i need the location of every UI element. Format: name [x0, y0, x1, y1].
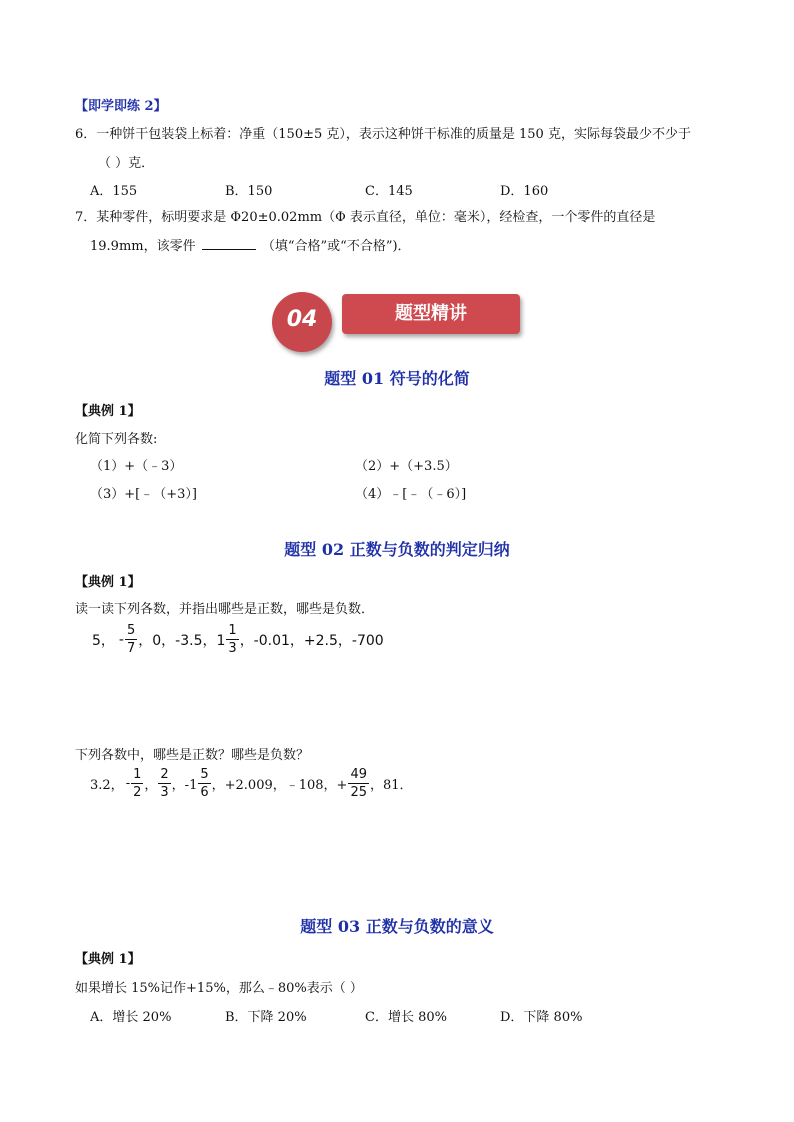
question-7-line2 [90, 235, 411, 254]
type01-title: 题型 01 符号的化简 [324, 369, 470, 388]
type02-prompt-1: 读一读下列各数，并指出哪些是正数，哪些是负数． [75, 602, 375, 617]
question-6-line1: 6．一种饼干包装袋上标着：净重（150±5 克），表示这种饼干标准的质量是 150 克，实际每袋最少不少于 [75, 127, 691, 142]
question-7-line2-start: 19.9mm，该零件 [90, 239, 196, 254]
q03-option-d: D．下降 80% [500, 1010, 583, 1025]
q6-option-b: B．150 [225, 184, 273, 199]
list1-part-b: ，0，-3.5，1 [138, 632, 226, 649]
number-list-1: 5， - $\frac{5}{7}$ ，0，-3.5，1 $\frac{1}{3}$ ，-0.01，+2.5，-700 [92, 623, 384, 656]
answer-blank[interactable] [202, 237, 256, 250]
fraction-5-7: $\frac{5}{7}$ [126, 623, 136, 656]
q03-option-b: B．下降 20% [225, 1010, 307, 1025]
fraction-1-2: $\frac{1}{2}$ [133, 767, 142, 800]
type03-title: 题型 03 正数与负数的意义 [300, 917, 494, 936]
q6-option-d: D．160 [500, 184, 549, 199]
question-6-line2: （ ）克． [98, 156, 155, 171]
list2-part-b: ，-1 [171, 778, 198, 793]
list2-part-d: ，81． [370, 778, 413, 793]
type01-item-2: （2）+（+3.5） [355, 459, 458, 474]
fraction-5-6: $\frac{5}{6}$ [200, 767, 209, 800]
fraction-1-3: $\frac{1}{3}$ [228, 623, 237, 656]
section-banner-number: 04 [286, 307, 318, 332]
list2-separator: ， [144, 778, 158, 793]
question-7-line2-end: （填“合格”或“不合格”)． [261, 239, 411, 254]
type01-item-4: （4）﹣[﹣（﹣6）] [355, 487, 467, 502]
number-list-2: 3.2， - $\frac{1}{2}$ ， $\frac{2}{3}$ ，-1 $\frac{5}{6}$ ，+2.009，﹣108，+ $\frac{49}{25}$ ，81． [90, 767, 413, 800]
type02-prompt-2: 下列各数中，哪些是正数？哪些是负数？ [75, 748, 310, 763]
type01-example-label: 【典例 1】 [75, 404, 141, 419]
list2-part-c: ，+2.009，﹣108，+ [211, 778, 348, 793]
practice-label: 【即学即练 2】 [75, 99, 167, 114]
q6-option-c: C．145 [365, 184, 413, 199]
list2-part-a: 3.2， [90, 778, 124, 793]
list1-part-a: 5， [92, 632, 115, 649]
fraction-49-25: $\frac{49}{25}$ [350, 767, 367, 800]
type02-example-label: 【典例 1】 [75, 575, 141, 590]
type03-question: 如果增长 15%记作+15%，那么﹣80%表示（ ） [75, 981, 363, 996]
question-7-line1: 7．某种零件，标明要求是 Φ20±0.02mm（Φ 表示直径，单位：毫米），经检查，一个零件的直径是 [75, 210, 656, 225]
type01-item-1: （1）+（﹣3） [90, 459, 183, 474]
q03-option-a: A．增长 20% [90, 1010, 172, 1025]
type02-title: 题型 02 正数与负数的判定归纳 [284, 540, 510, 559]
type01-prompt: 化简下列各数: [75, 432, 158, 447]
type01-item-3: （3）+[﹣（+3）] [90, 487, 197, 502]
section-banner-title: 题型精讲 [395, 303, 467, 324]
q03-option-c: C．增长 80% [365, 1010, 447, 1025]
q6-option-a: A．155 [90, 184, 138, 199]
type03-example-label: 【典例 1】 [75, 952, 141, 967]
list1-part-c: ，-0.01，+2.5，-700 [239, 632, 384, 649]
fraction-2-3: $\frac{2}{3}$ [160, 767, 169, 800]
